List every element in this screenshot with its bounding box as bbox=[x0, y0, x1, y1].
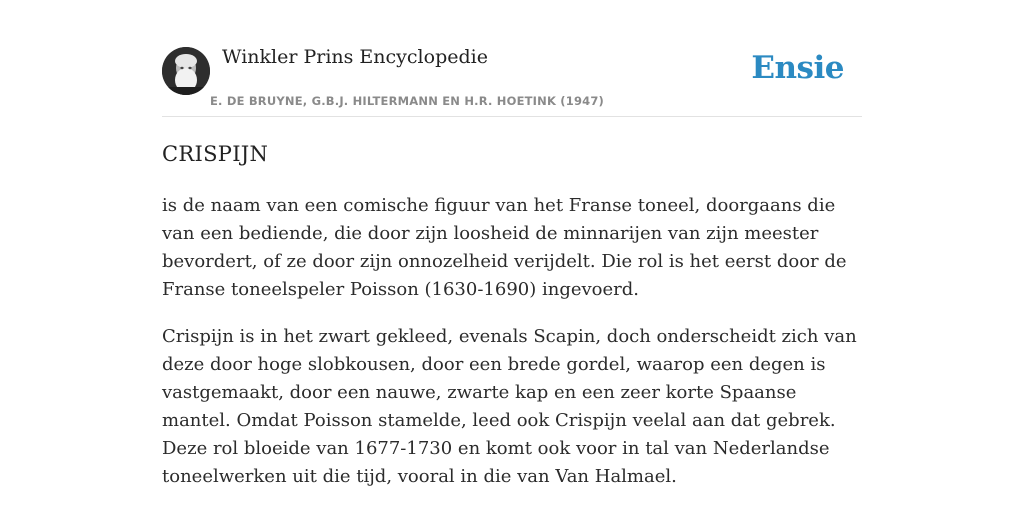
entry-paragraph: Crispijn is in het zwart gekleed, evenals Scapin, doch onderscheidt zich van deze door hoge slobkousen, door een brede gordel, waarop een degen is vastgemaakt, door een nauwe, zwarte kap en een zeer korte Spaanse mantel. Omdat Poisson stamelde, leed ook Crispijn veelal aan dat gebrek. Deze rol bloeide van 1677-1730 en komt ook voor in tal van Nederlandse toneelwerken uit die tijd, vooral in die van Van Halmael. bbox=[162, 326, 857, 487]
entry-body bbox=[162, 192, 862, 510]
ensie-logo[interactable]: Ensie bbox=[751, 50, 844, 86]
source-header bbox=[162, 0, 862, 117]
source-title[interactable]: Winkler Prins Encyclopedie bbox=[222, 46, 488, 68]
entry-paragraph: is de naam van een comische figuur van het Franse toneel, doorgaans die van een bediende, die door zijn loosheid de minnarijen van zijn meester bevordert, of ze door zijn onnozelheid verijdelt. Die rol is het eerst door de Franse toneelspeler Poisson (1630-1690) ingevoerd. bbox=[162, 195, 847, 300]
page bbox=[162, 0, 862, 487]
author-avatar-icon[interactable] bbox=[162, 47, 210, 95]
entry-title: CRISPIJN bbox=[162, 142, 269, 166]
source-authors: E. DE BRUYNE, G.B.J. HILTERMANN EN H.R. HOETINK (1947) bbox=[210, 94, 605, 108]
